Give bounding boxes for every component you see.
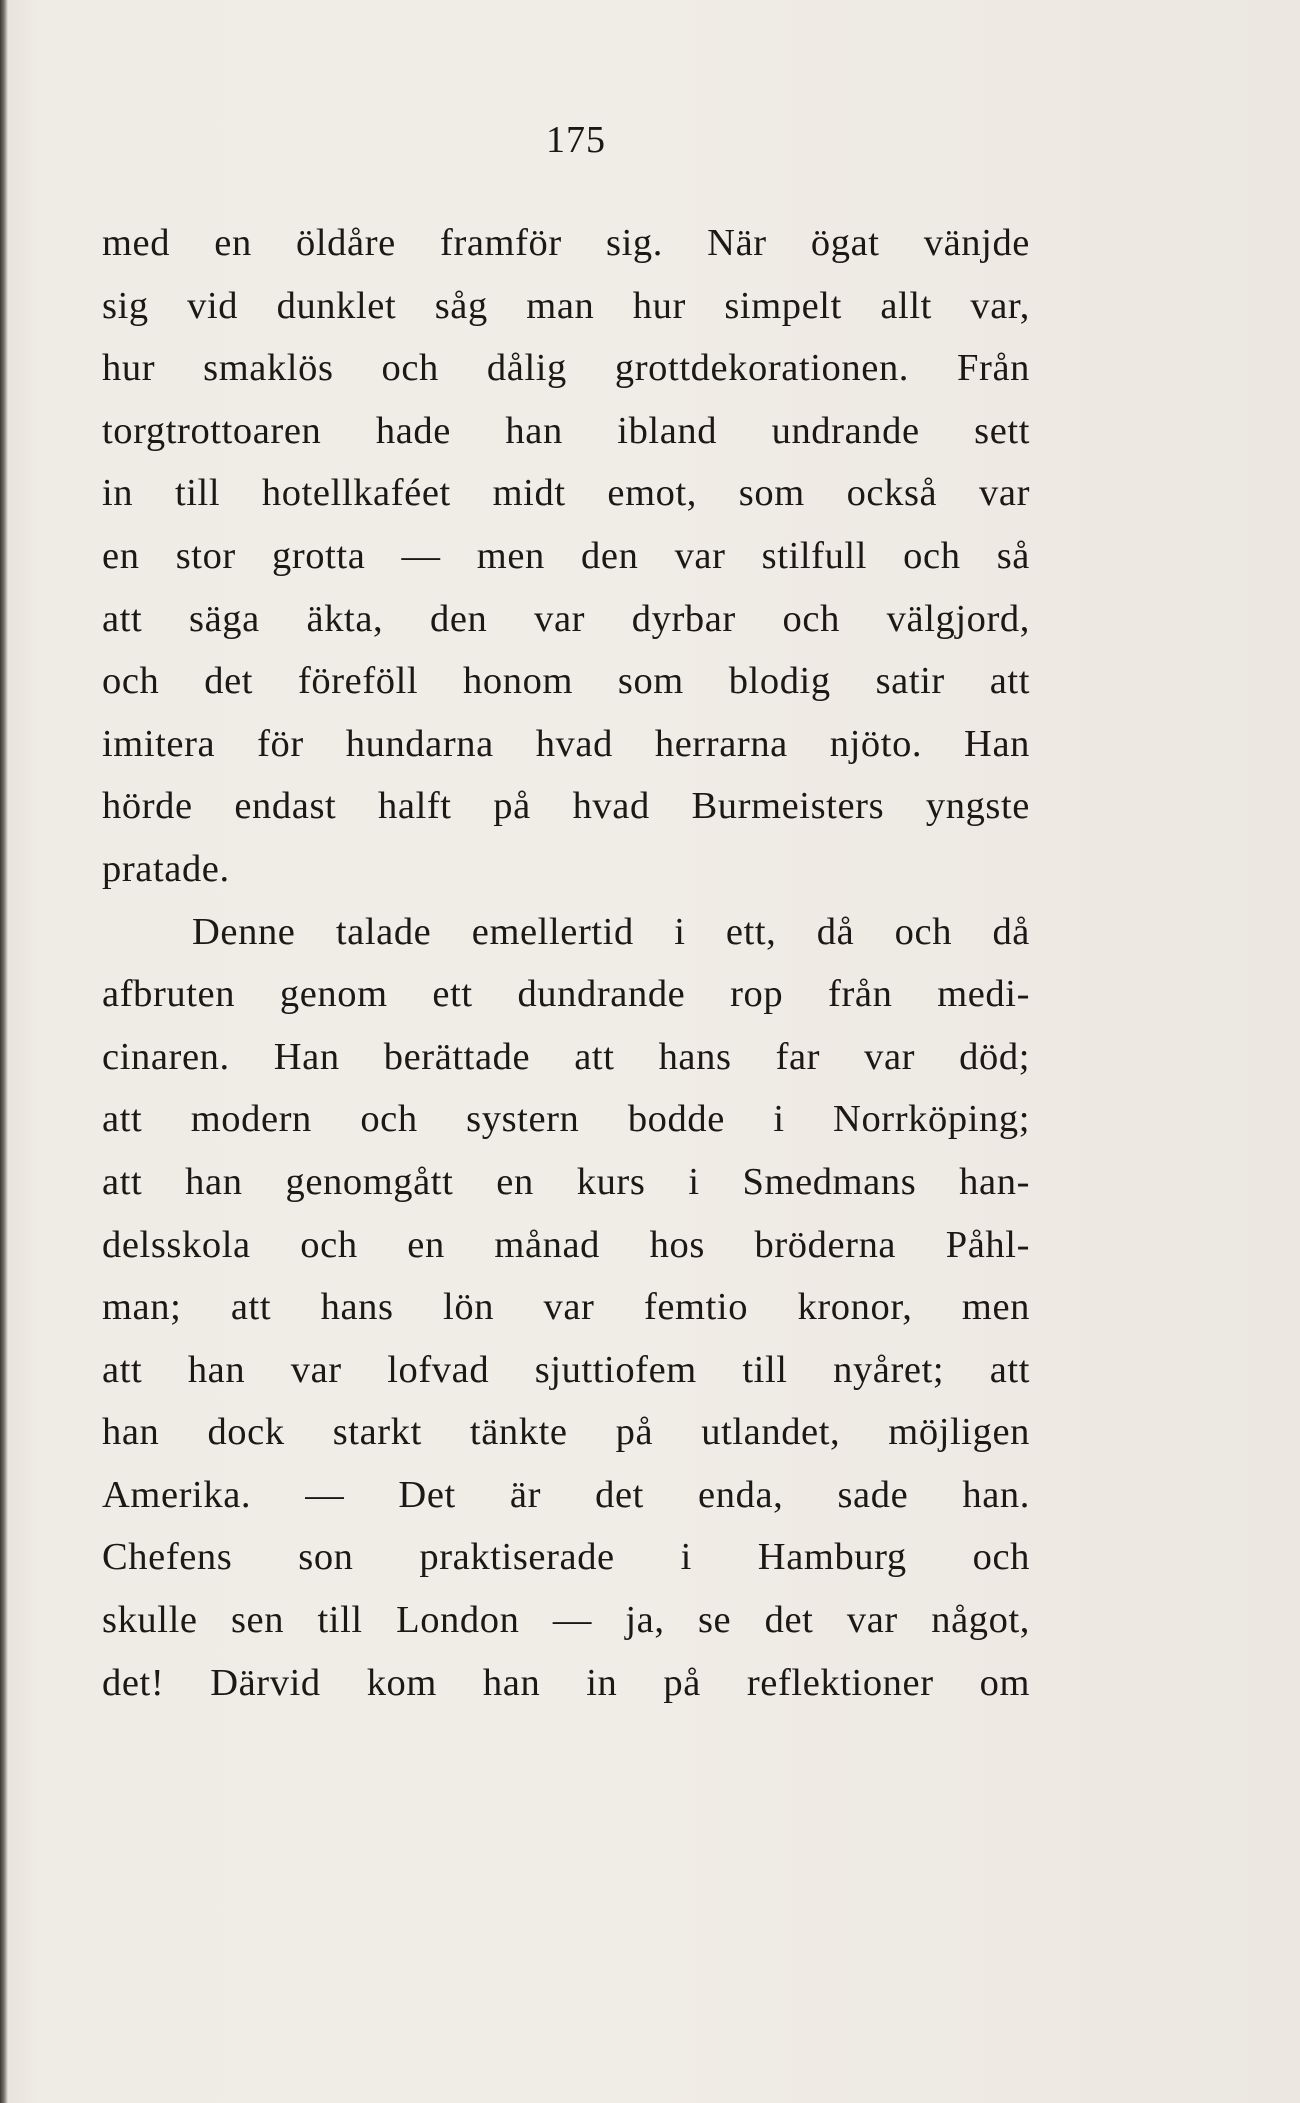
text-line: det! Därvid kom han in på reflektioner om (102, 1661, 1030, 1704)
text-line: sig vid dunklet såg man hur simpelt allt var, (102, 284, 1030, 327)
text-line: skulle sen till London — ja, se det var något, (102, 1599, 1030, 1642)
text-line: att säga äkta, den var dyrbar och välgjord, (102, 597, 1030, 640)
text-line: med en öldåre framför sig. När ögat vänjde (102, 222, 1030, 264)
text-line: afbruten genom ett dundrande rop från medi- (102, 973, 1030, 1016)
text-line: hörde endast halft på hvad Burmeisters yngste (102, 785, 1030, 828)
text-line: Amerika. — Det är det enda, sade han. (102, 1473, 1030, 1516)
text-line: delsskola och en månad hos bröderna Påhl- (102, 1223, 1030, 1266)
text-line: att han genomgått en kurs i Smedmans han- (102, 1160, 1030, 1203)
page-spine-edge (0, 0, 8, 2103)
text-line: Chefens son praktiserade i Hamburg och (102, 1536, 1030, 1579)
body-text (102, 212, 1030, 1714)
paragraph-start-line: Denne talade emellertid i ett, då och då (192, 910, 1030, 953)
text-line: torgtrottoaren hade han ibland undrande sett (102, 409, 1030, 452)
text-line: en stor grotta — men den var stilfull och så (102, 534, 1030, 577)
page-number: 175 (546, 119, 606, 161)
text-line: hur smaklös och dålig grottdekorationen. Från (102, 347, 1030, 390)
text-line: han dock starkt tänkte på utlandet, möjligen (102, 1411, 1030, 1454)
text-line: att han var lofvad sjuttiofem till nyåret; att (102, 1348, 1030, 1391)
text-line: och det föreföll honom som blodig satir att (102, 660, 1030, 703)
text-line: cinaren. Han berättade att hans far var död; (102, 1035, 1030, 1078)
text-line: att modern och systern bodde i Norrköping; (102, 1098, 1030, 1141)
paragraph-end-line: pratade. (102, 847, 230, 890)
text-line: imitera för hundarna hvad herrarna njöto. Han (102, 722, 1030, 765)
text-line: in till hotellkaféet midt emot, som också var (102, 472, 1030, 515)
text-line: man; att hans lön var femtio kronor, men (102, 1286, 1030, 1329)
